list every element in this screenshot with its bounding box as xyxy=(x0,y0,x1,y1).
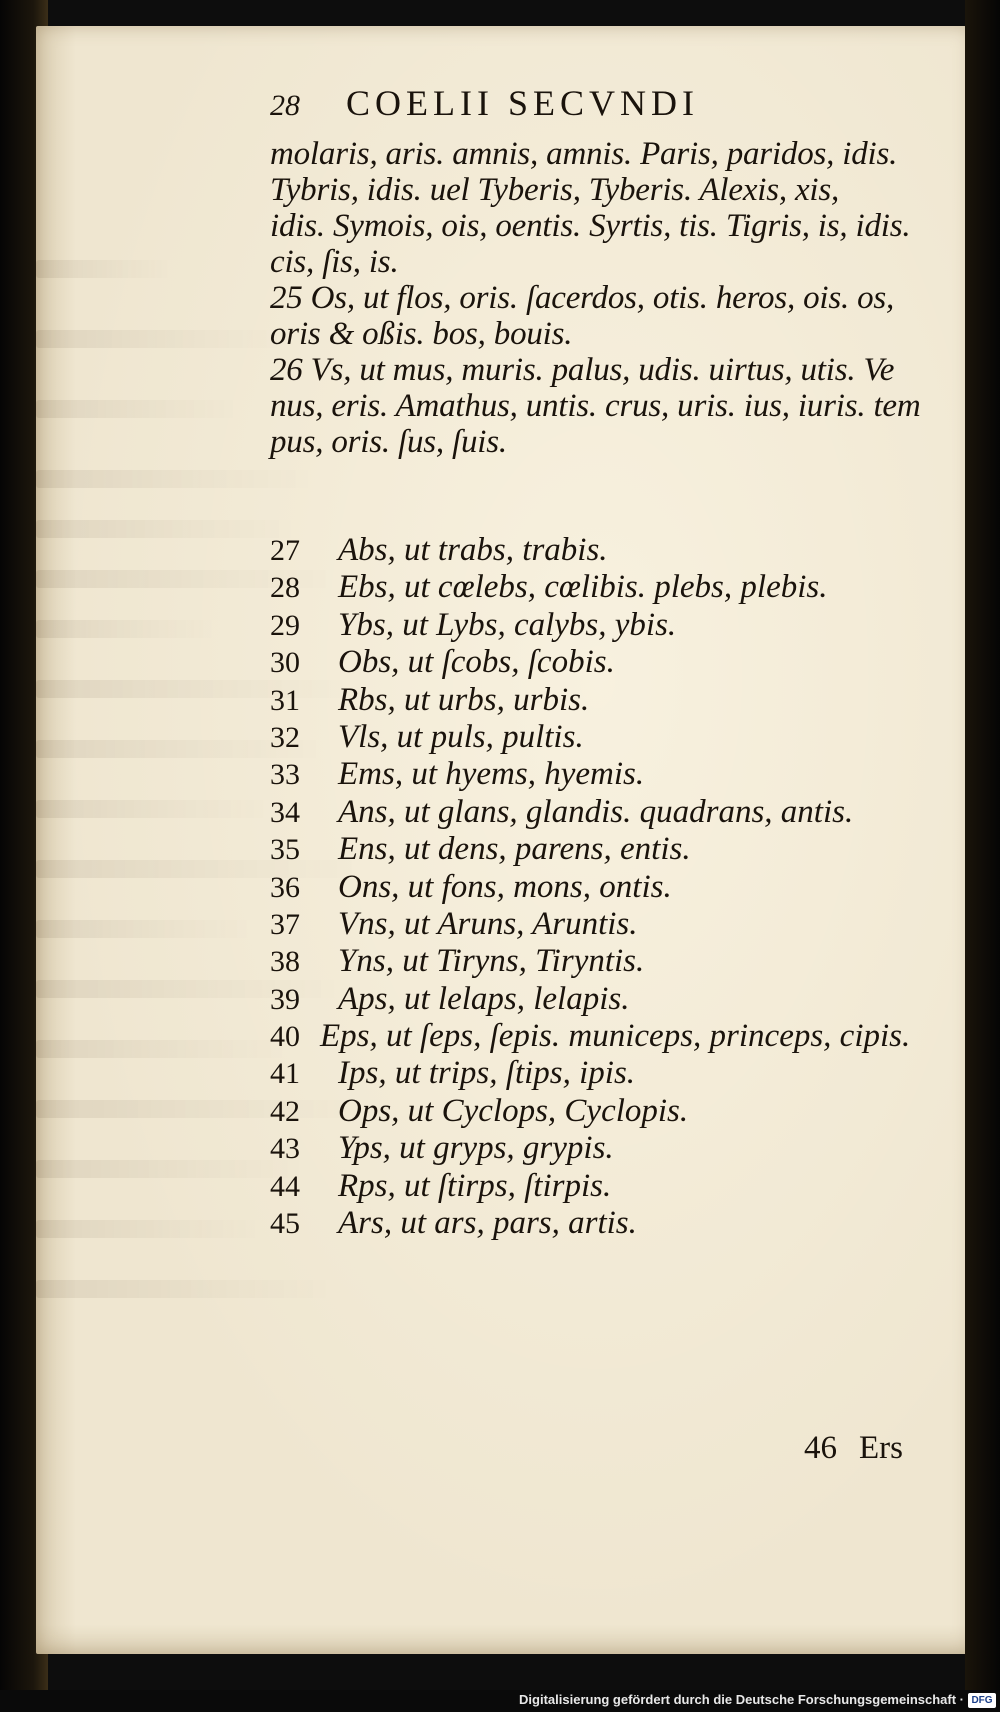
list-item xyxy=(270,532,960,569)
entry-text: Abs, ut trabs, trabis. xyxy=(338,532,608,568)
list-item xyxy=(270,756,960,793)
entry-text: Yps, ut gryps, grypis. xyxy=(338,1130,614,1167)
entry-number: 45 xyxy=(270,1207,300,1241)
list-item xyxy=(270,906,960,943)
digitization-footer xyxy=(0,1690,1000,1712)
list-item xyxy=(270,607,960,644)
page-edge xyxy=(965,0,1000,1712)
entry-text: Ems, ut hyems, hyemis. xyxy=(338,756,645,793)
list-item xyxy=(270,869,960,906)
entry-text: Eps, ut ſeps, ſepis. municeps, princeps, cipis. xyxy=(320,1018,911,1055)
list-item xyxy=(270,1168,960,1205)
entry-number: 39 xyxy=(270,982,300,1016)
text-line: nus, eris. Amathus, untis. crus, uris. ius, iuris. tem xyxy=(270,388,921,424)
entry-number: 38 xyxy=(270,945,300,979)
running-header xyxy=(270,82,960,136)
page-body xyxy=(270,82,960,460)
text-line: idis. Symois, ois, oentis. Syrtis, tis. Tigris, is, idis. xyxy=(270,208,911,244)
entry-text: Ebs, ut cœlebs, cœlibis. plebs, plebis. xyxy=(338,569,828,606)
funding-credit: Digitalisierung gefördert durch die Deutsche Forschungsgemeinschaft · xyxy=(519,1692,964,1707)
entry-text: Obs, ut ſcobs, ſcobis. xyxy=(338,644,615,681)
text-line: cis, ſis, is. xyxy=(270,244,399,280)
entry-number: 28 xyxy=(270,571,300,605)
list-item xyxy=(270,569,960,606)
entry-text: Ips, ut trips, ſtips, ipis. xyxy=(338,1055,636,1092)
entry-number: 40 xyxy=(270,1020,300,1054)
entry-number: 31 xyxy=(270,683,300,717)
entry-text: Ars, ut ars, pars, artis. xyxy=(338,1205,637,1242)
entry-number: 36 xyxy=(270,870,300,904)
entry-text: Ans, ut glans, glandis. quadrans, antis. xyxy=(338,793,854,830)
catchword-text: Ers xyxy=(859,1430,903,1466)
entry-number: 34 xyxy=(270,795,300,829)
list-item xyxy=(270,831,960,868)
text-line: molaris, aris. amnis, amnis. Paris, paridos, idis. xyxy=(270,136,898,172)
entry-text: Vns, ut Aruns, Aruntis. xyxy=(338,905,638,942)
list-item xyxy=(270,1055,960,1092)
list-item xyxy=(270,981,960,1018)
entry-number: 32 xyxy=(270,720,300,754)
text-line: 26 Vs, ut mus, muris. palus, udis. uirtus, utis. Ve xyxy=(270,352,895,388)
entry-text: Rps, ut ſtirps, ſtirpis. xyxy=(338,1167,612,1204)
page-number: 28 xyxy=(270,89,300,122)
text-line: pus, oris. ſus, ſuis. xyxy=(270,424,507,460)
entry-text: Ons, ut fons, mons, ontis. xyxy=(338,868,672,905)
catchword-number: 46 xyxy=(804,1430,837,1466)
text-line: oris & oßis. bos, bouis. xyxy=(270,316,573,352)
text-line: 25 Os, ut flos, oris. ſacerdos, otis. heros, ois. os, xyxy=(270,280,895,316)
entry-number: 27 xyxy=(270,534,300,567)
catchword xyxy=(804,1430,903,1467)
list-item xyxy=(270,719,960,756)
entry-text: Rbs, ut urbs, urbis. xyxy=(338,681,590,718)
entry-text: Aps, ut lelaps, lelapis. xyxy=(338,980,630,1017)
entry-number: 30 xyxy=(270,646,300,680)
entry-number: 43 xyxy=(270,1132,300,1166)
list-item xyxy=(270,682,960,719)
entry-number: 29 xyxy=(270,608,300,642)
entry-number: 35 xyxy=(270,833,300,867)
dfg-logo-icon: DFG xyxy=(968,1693,996,1708)
entry-text: Vls, ut puls, pultis. xyxy=(338,718,584,755)
entry-text: Ens, ut dens, parens, entis. xyxy=(338,831,691,868)
entry-number: 37 xyxy=(270,907,300,941)
numbered-entry-list xyxy=(270,532,960,1242)
running-title: COELII SECVNDI xyxy=(346,83,699,123)
entry-number: 44 xyxy=(270,1169,300,1203)
entry-number: 42 xyxy=(270,1094,300,1128)
list-item xyxy=(270,1093,960,1130)
list-item xyxy=(270,794,960,831)
list-item xyxy=(270,644,960,681)
list-item xyxy=(270,1205,960,1242)
entry-text: Ybs, ut Lybs, calybs, ybis. xyxy=(338,606,677,643)
list-item xyxy=(270,943,960,980)
entry-text: Ops, ut Cyclops, Cyclopis. xyxy=(338,1092,689,1129)
list-item xyxy=(270,1018,960,1055)
list-item xyxy=(270,1130,960,1167)
entry-number: 41 xyxy=(270,1057,300,1091)
entry-number: 33 xyxy=(270,758,300,792)
entry-text: Yns, ut Tiryns, Tiryntis. xyxy=(338,943,645,980)
text-line: Tybris, idis. uel Tyberis, Tyberis. Alexis, xis, xyxy=(270,172,840,208)
